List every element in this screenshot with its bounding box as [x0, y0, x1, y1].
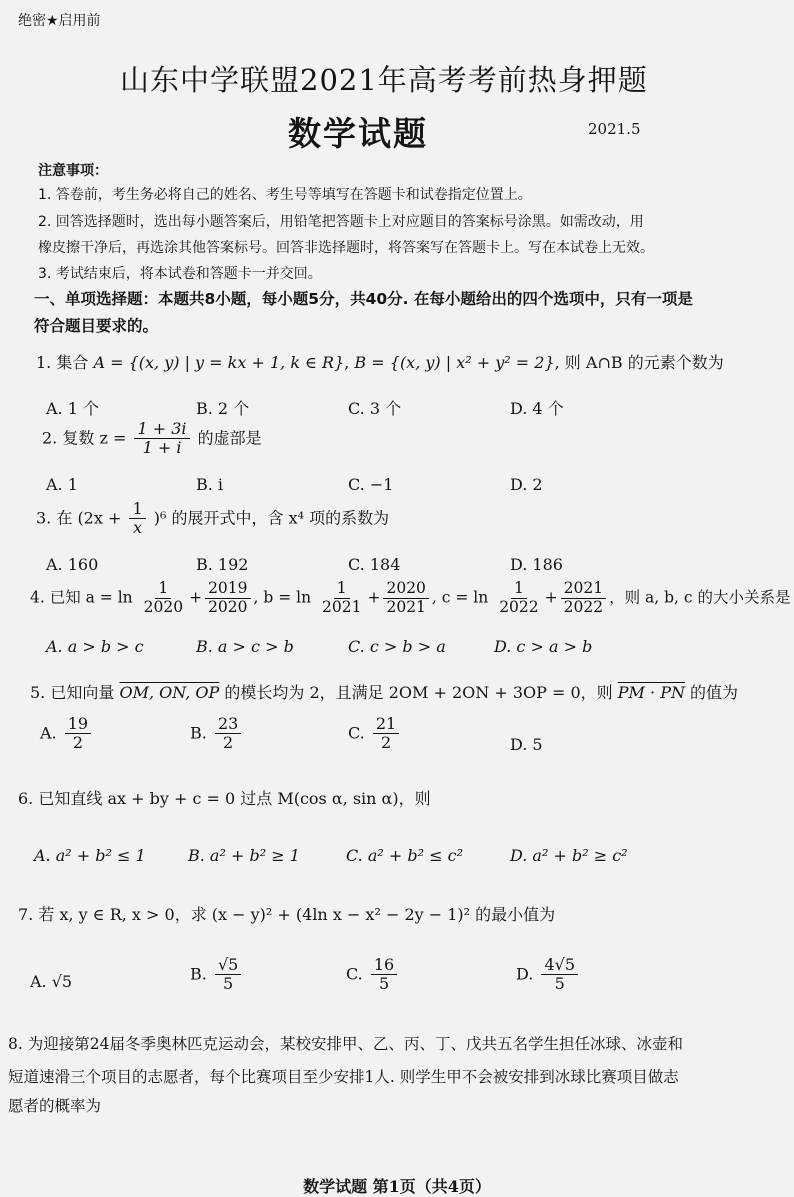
- q5-b-frac: [215, 715, 241, 753]
- q2-denominator: 1 + i: [142, 438, 182, 458]
- q4-plus-b: +: [367, 588, 381, 607]
- q4-c2-den: 2022: [563, 597, 604, 616]
- section-heading: 一、单项选择题：本题共8小题，每小题5分，共40分. 在每小题给出的四个选项中，只有一项是: [34, 290, 693, 308]
- q1-suffix: , 则 A∩B 的元素个数为: [554, 353, 724, 372]
- q4-b2-den: 2021: [386, 597, 426, 616]
- q7-d-num: 4√5: [541, 956, 578, 975]
- q1-prefix: 1. 集合: [36, 353, 89, 372]
- q3-fraction: [129, 500, 145, 538]
- q6-option-d: D. a² + b² ≥ c²: [510, 846, 628, 865]
- q4-c1-num: 1: [511, 580, 527, 599]
- q7-c-frac: [371, 956, 397, 994]
- q1-set-b: B = {(x, y) | x² + y² = 2}: [354, 353, 555, 372]
- q5-option-d: D. 5: [510, 735, 543, 754]
- q5-vectors: OM, ON, OP: [119, 683, 220, 702]
- q3-numerator: 1: [129, 500, 145, 519]
- q7-c-label: C.: [346, 964, 363, 984]
- q5-c-num: 21: [373, 715, 399, 734]
- q2-option-a: A. 1: [46, 475, 78, 494]
- note-1: 1. 答卷前，考生务必将自己的姓名、考生号等填写在答题卡和试卷指定位置上。: [38, 187, 532, 203]
- q5-a-label: A.: [40, 723, 57, 743]
- q1-option-a: A. 1 个: [46, 399, 99, 418]
- q7-option-b: [190, 956, 244, 994]
- q5-option-c: [348, 715, 402, 753]
- q4-b-frac-2: [383, 580, 428, 617]
- q5-dot-product: PM · PN: [617, 683, 685, 702]
- q2-fraction: [134, 420, 189, 458]
- q7-b-label: B.: [190, 964, 207, 984]
- q7-option-d: [516, 956, 581, 994]
- question-4: [30, 580, 791, 617]
- note-2: 2. 回答选择题时，选出每小题答案后，用铅笔把答题卡上对应题目的答案标号涂黑。如需改动，用: [38, 214, 644, 230]
- q7-d-frac: [541, 956, 578, 994]
- question-2: [42, 420, 262, 458]
- secret-label: 绝密★启用前: [18, 13, 101, 29]
- q7-b-num: √5: [215, 956, 241, 975]
- q2-option-d: D. 2: [510, 475, 543, 494]
- subject-title: 数学试题: [288, 114, 428, 153]
- q4-a2-den: 2020: [208, 597, 248, 616]
- q7-d-label: D.: [516, 964, 534, 984]
- q6-option-c: C. a² + b² ≤ c²: [346, 846, 463, 865]
- q2-option-c: C. −1: [348, 475, 394, 494]
- question-7: 7. 若 x, y ∈ R, x > 0，求 (x − y)² + (4ln x − x² − 2y − 1)² 的最小值为: [18, 905, 556, 924]
- q5-mid: 的模长均为 2，且满足 2OM + 2ON + 3OP = 0，则: [224, 683, 613, 702]
- q7-b-den: 5: [223, 974, 234, 994]
- q3-prefix: 3. 在 (2x +: [36, 508, 122, 528]
- q5-b-num: 23: [215, 715, 241, 734]
- q4-a2-num: 2019: [205, 580, 250, 599]
- q2-suffix: 的虚部是: [197, 428, 262, 448]
- q4-option-d: D. c > a > b: [494, 637, 593, 656]
- notes-heading: 注意事项：: [38, 163, 108, 179]
- section-heading-cont: 符合题目要求的。: [34, 317, 159, 335]
- question-5: [30, 680, 738, 703]
- q5-option-a: [40, 715, 94, 753]
- q3-option-c: C. 184: [348, 555, 401, 574]
- q5-a-frac: [65, 715, 91, 753]
- question-8-cont-2: 愿者的概率为: [8, 1097, 102, 1115]
- q4-option-a: A. a > b > c: [46, 637, 144, 656]
- q3-option-d: D. 186: [510, 555, 563, 574]
- question-1: 1. 集合 A = {(x, y) | y = kx + 1, k ∈ R}, B = {(x, y) | x² + y² = 2}, 则 A∩B 的元素个数为: [36, 353, 724, 372]
- q7-d-den: 5: [554, 974, 565, 994]
- exam-title: 山东中学联盟2021年高考考前热身押题: [120, 63, 648, 97]
- q2-option-b: B. i: [196, 475, 224, 494]
- q4-b1-num: 1: [334, 580, 350, 599]
- q1-option-b: B. 2 个: [196, 399, 250, 418]
- q4-prefix: 4. 已知 a = ln: [30, 588, 133, 607]
- page-footer: 数学试题 第1页（共4页）: [303, 1177, 491, 1196]
- note-3: 3. 考试结束后，将本试卷和答题卡一并交回。: [38, 266, 322, 282]
- q7-c-den: 5: [378, 974, 390, 994]
- q4-c-prefix: , c = ln: [431, 588, 489, 607]
- q5-option-b: [190, 715, 244, 753]
- q3-option-b: B. 192: [196, 555, 249, 574]
- q6-option-b: B. a² + b² ≥ 1: [188, 846, 300, 865]
- q4-c-frac-1: [496, 580, 541, 617]
- q7-option-a: A. √5: [30, 972, 73, 991]
- q5-c-den: 2: [380, 733, 392, 753]
- q5-b-label: B.: [190, 723, 207, 743]
- q4-a-frac-1: [141, 580, 186, 617]
- note-2-cont: 橡皮擦干净后，再选涂其他答案标号。回答非选择题时，将答案写在答题卡上。写在本试卷上无效。: [38, 240, 654, 256]
- q7-option-c: [346, 956, 400, 994]
- q5-c-label: C.: [348, 723, 365, 743]
- q4-a1-num: 1: [155, 580, 171, 599]
- q2-prefix: 2. 复数 z =: [42, 428, 127, 448]
- q6-option-a: A. a² + b² ≤ 1: [34, 846, 146, 865]
- q4-c1-den: 2022: [499, 597, 539, 616]
- q4-suffix: ，则 a, b, c 的大小关系是: [609, 588, 791, 607]
- q4-b-prefix: , b = ln: [253, 588, 312, 607]
- q4-b2-num: 2020: [383, 580, 428, 599]
- question-6: 6. 已知直线 ax + by + c = 0 过点 M(cos α, sin α)，则: [18, 789, 431, 808]
- q7-c-num: 16: [371, 956, 397, 975]
- q4-option-c: C. c > b > a: [348, 637, 446, 656]
- exam-date: 2021.5: [588, 120, 641, 138]
- q3-mid: )⁶ 的展开式中，含 x⁴ 项的系数为: [153, 508, 390, 528]
- q4-a1-den: 2020: [143, 597, 184, 616]
- question-8-cont: 短道速滑三个项目的志愿者，每个比赛项目至少安排1人. 则学生甲不会被安排到冰球比赛项目做志: [8, 1068, 679, 1086]
- q3-option-a: A. 160: [46, 555, 99, 574]
- q5-a-num: 19: [65, 715, 91, 734]
- q4-c2-num: 2021: [561, 580, 606, 599]
- q4-plus-a: +: [189, 588, 203, 607]
- q4-c-frac-2: [561, 580, 606, 617]
- question-8: 8. 为迎接第24届冬季奥林匹克运动会，某校安排甲、乙、丙、丁、戊共五名学生担任冰球、冰壶和: [8, 1035, 683, 1053]
- q5-b-den: 2: [223, 733, 234, 753]
- q5-prefix: 5. 已知向量: [30, 683, 115, 702]
- q5-c-frac: [373, 715, 399, 753]
- question-3: [36, 500, 389, 538]
- q3-denominator: x: [133, 518, 143, 538]
- q4-plus-c: +: [544, 588, 558, 607]
- q4-a-frac-2: [205, 580, 250, 617]
- q1-option-c: C. 3 个: [348, 399, 402, 418]
- q5-suffix: 的值为: [690, 683, 739, 702]
- q5-a-den: 2: [72, 733, 83, 753]
- q7-b-frac: [215, 956, 241, 994]
- q1-set-a: A = {(x, y) | y = kx + 1, k ∈ R}: [93, 353, 345, 372]
- q4-b1-den: 2021: [322, 597, 362, 616]
- q2-numerator: 1 + 3i: [134, 420, 189, 439]
- q4-b-frac-1: [319, 580, 364, 617]
- q4-option-b: B. a > c > b: [196, 637, 294, 656]
- q1-option-d: D. 4 个: [510, 399, 564, 418]
